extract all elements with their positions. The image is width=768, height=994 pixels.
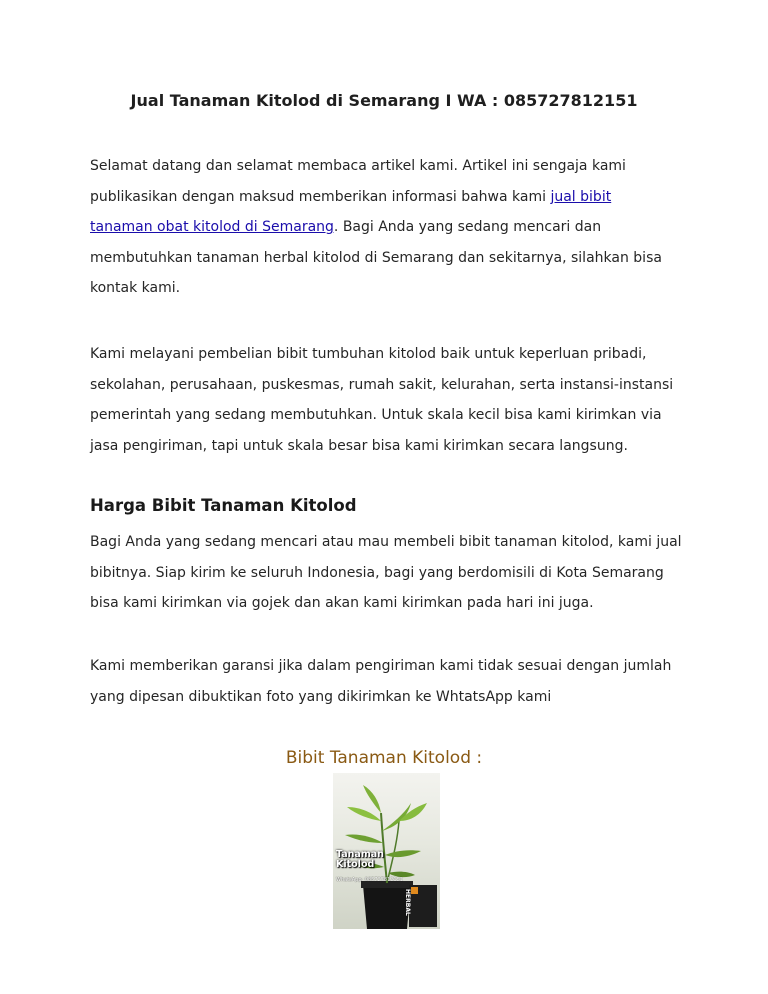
intro-line-5: kontak kami. (90, 280, 181, 296)
photo-whatsapp: WhatsApp: 085727812151 (336, 877, 403, 883)
page-title: Jual Tanaman Kitolod di Semarang I WA : 085727812151 (130, 91, 638, 110)
price-heading: Harga Bibit Tanaman Kitolod (90, 496, 357, 515)
price-paragraph (90, 527, 690, 619)
photo-label (336, 850, 384, 870)
price-line-2: bibitnya. Siap kirim ke seluruh Indonesia, bagi yang berdomisili di Kota Semarang (90, 564, 664, 581)
photo-brand: HERBAL (404, 889, 411, 916)
guarantee-line-1: Kami memberikan garansi jika dalam pengiriman kami tidak sesuai dengan jumlah (90, 658, 672, 674)
intro-line-3-text: . Bagi Anda yang sedang mencari dan (333, 219, 602, 235)
price-line-3: bisa kami kirimkan via gojek dan akan kami kirimkan pada hari ini juga. (90, 595, 594, 611)
intro-paragraph (90, 151, 690, 304)
intro-line-2 (90, 182, 690, 213)
kitolod-link-part-1[interactable]: jual bibit (550, 188, 612, 205)
price-line-1: Bagi Anda yang sedang mencari atau mau membeli bibit tanaman kitolod, kami jual (90, 534, 682, 550)
photo-label-line-1: Tanaman (336, 849, 384, 860)
intro-line-3 (90, 212, 690, 243)
photo-label-line-2: Kitolod (336, 859, 375, 870)
intro-line-4: membutuhkan tanaman herbal kitolod di Semarang dan sekitarnya, silahkan bisa (90, 249, 662, 266)
service-paragraph (90, 339, 690, 461)
image-caption: Bibit Tanaman Kitolod : (285, 748, 483, 768)
guarantee-paragraph (90, 651, 690, 712)
intro-line-1: Selamat datang dan selamat membaca artikel kami. Artikel ini sengaja kami (90, 158, 626, 174)
service-line-3: pemerintah yang sedang membutuhkan. Untuk skala kecil bisa kami kirimkan via (90, 407, 662, 423)
service-line-2: sekolahan, perusahaan, puskesmas, rumah sakit, kelurahan, serta instansi-instansi (90, 376, 674, 393)
service-line-1: Kami melayani pembelian bibit tumbuhan kitolod baik untuk keperluan pribadi, (90, 346, 647, 362)
kitolod-link-part-2[interactable]: tanaman obat kitolod di Semarang (90, 219, 334, 235)
service-line-4: jasa pengiriman, tapi untuk skala besar bisa kami kirimkan secara langsung. (90, 437, 628, 454)
guarantee-line-2: yang dipesan dibuktikan foto yang dikirimkan ke WhtatsApp kami (90, 688, 552, 705)
intro-line-2-text: publikasikan dengan maksud memberikan informasi bahwa kami (90, 188, 551, 205)
kitolod-plant-photo (333, 773, 440, 929)
